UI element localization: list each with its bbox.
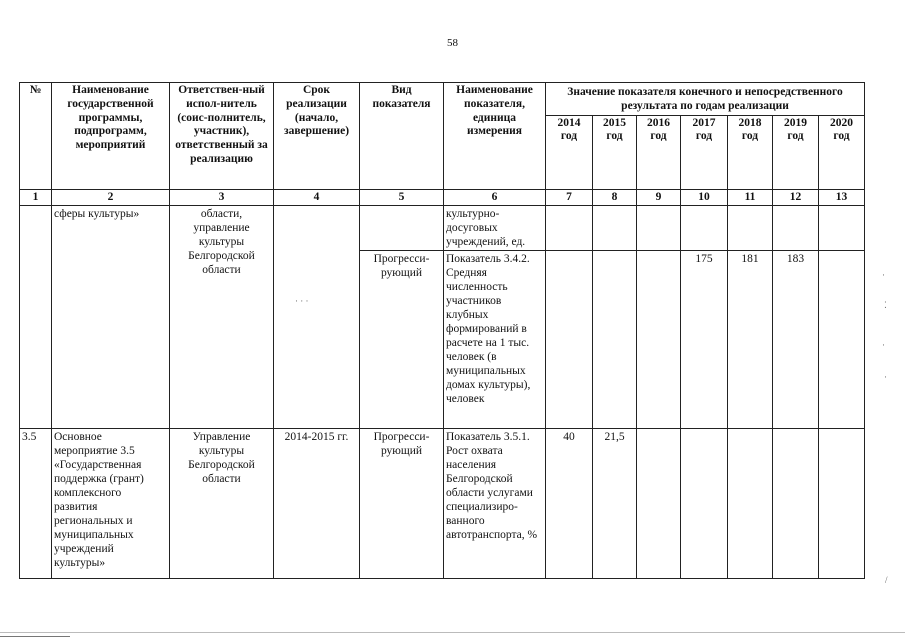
row-indicator-name: культурно-досуговых учреждений, ед.: [444, 205, 546, 250]
header-program-name: Наименование государственной программы, подпрограмм, мероприятий: [52, 83, 170, 190]
row-value-2014: 40: [546, 428, 593, 578]
row-value-2015: [593, 250, 637, 428]
row-value-2015: 21,5: [593, 428, 637, 578]
row-term: [274, 205, 360, 250]
row-value-2017: [681, 428, 728, 578]
header-year-2017: 2017 год: [681, 115, 728, 189]
row-value-2020: [819, 205, 865, 250]
row-value-2018: 181: [728, 250, 773, 428]
header-year-2015: 2015 год: [593, 115, 637, 189]
scan-edge-line: [0, 636, 70, 637]
scan-speck: ·: [882, 270, 885, 280]
row-value-2019: [773, 428, 819, 578]
scan-speck: ·: [884, 372, 887, 382]
header-number: №: [20, 83, 52, 190]
row-number: 3.5: [20, 428, 52, 578]
row-program-name: сферы культуры»: [52, 205, 170, 428]
row-term: [274, 250, 360, 428]
row-indicator-kind: Прогресси-рующий: [360, 428, 444, 578]
header-year-2020: 2020 год: [819, 115, 865, 189]
header-year-2014: 2014 год: [546, 115, 593, 189]
row-value-2014: [546, 250, 593, 428]
header-values-group: Значение показателя конечного и непосредственного результата по годам реализации: [546, 83, 865, 116]
row-value-2018: [728, 205, 773, 250]
row-value-2019: 183: [773, 250, 819, 428]
column-number: 8: [593, 189, 637, 205]
column-number: 3: [170, 189, 274, 205]
indicators-table: [19, 82, 865, 579]
row-value-2020: [819, 250, 865, 428]
row-value-2016: [637, 250, 681, 428]
header-indicator-kind: Вид показателя: [360, 83, 444, 190]
row-value-2017: 175: [681, 250, 728, 428]
page-number: 58: [447, 37, 458, 49]
row-value-2015: [593, 205, 637, 250]
row-indicator-kind: Прогресси-рующий: [360, 250, 444, 428]
header-year-2019: 2019 год: [773, 115, 819, 189]
row-indicator-name: Показатель 3.5.1. Рост охвата населения Белгородской области услугами специализиро-ванного автотранспорта, %: [444, 428, 546, 578]
scan-speck: /: [885, 575, 888, 585]
table-row: [20, 205, 865, 250]
header-responsible: Ответствен-ный испол-нитель (соис-полнитель, участник), ответственный за реализацию: [170, 83, 274, 190]
row-program-name: Основное мероприятие 3.5 «Государственная поддержка (грант) комплексного развития региональных и муниципальных учреждений культуры»: [52, 428, 170, 578]
column-number: 11: [728, 189, 773, 205]
row-term: 2014-2015 гг.: [274, 428, 360, 578]
column-number: 7: [546, 189, 593, 205]
table-row: [20, 428, 865, 578]
column-number: 1: [20, 189, 52, 205]
row-value-2020: [819, 428, 865, 578]
header-year-2018: 2018 год: [728, 115, 773, 189]
row-indicator-name: Показатель 3.4.2. Средняя численность участников клубных формирований в расчете на 1 тыс. человек (в муниципальных домах культуры), человек: [444, 250, 546, 428]
row-number: [20, 205, 52, 428]
scan-speck: ·: [882, 340, 885, 350]
header-indicator-name: Наименование показателя, единица измерения: [444, 83, 546, 190]
scan-edge-line: [0, 632, 905, 633]
column-number: 13: [819, 189, 865, 205]
header-term: Срок реализации (начало, завершение): [274, 83, 360, 190]
row-value-2018: [728, 428, 773, 578]
row-value-2016: [637, 428, 681, 578]
header-year-2016: 2016 год: [637, 115, 681, 189]
scan-speck: ⁚: [884, 300, 887, 310]
row-value-2017: [681, 205, 728, 250]
column-number: 10: [681, 189, 728, 205]
row-value-2014: [546, 205, 593, 250]
row-value-2019: [773, 205, 819, 250]
column-number: 6: [444, 189, 546, 205]
column-number: 4: [274, 189, 360, 205]
row-indicator-kind: [360, 205, 444, 250]
scan-speck: · · ·: [295, 296, 309, 306]
column-number: 2: [52, 189, 170, 205]
row-value-2016: [637, 205, 681, 250]
column-number: 9: [637, 189, 681, 205]
row-responsible: Управление культуры Белгородской области: [170, 428, 274, 578]
column-number: 12: [773, 189, 819, 205]
column-number: 5: [360, 189, 444, 205]
row-responsible: области, управление культуры Белгородской области: [170, 205, 274, 428]
